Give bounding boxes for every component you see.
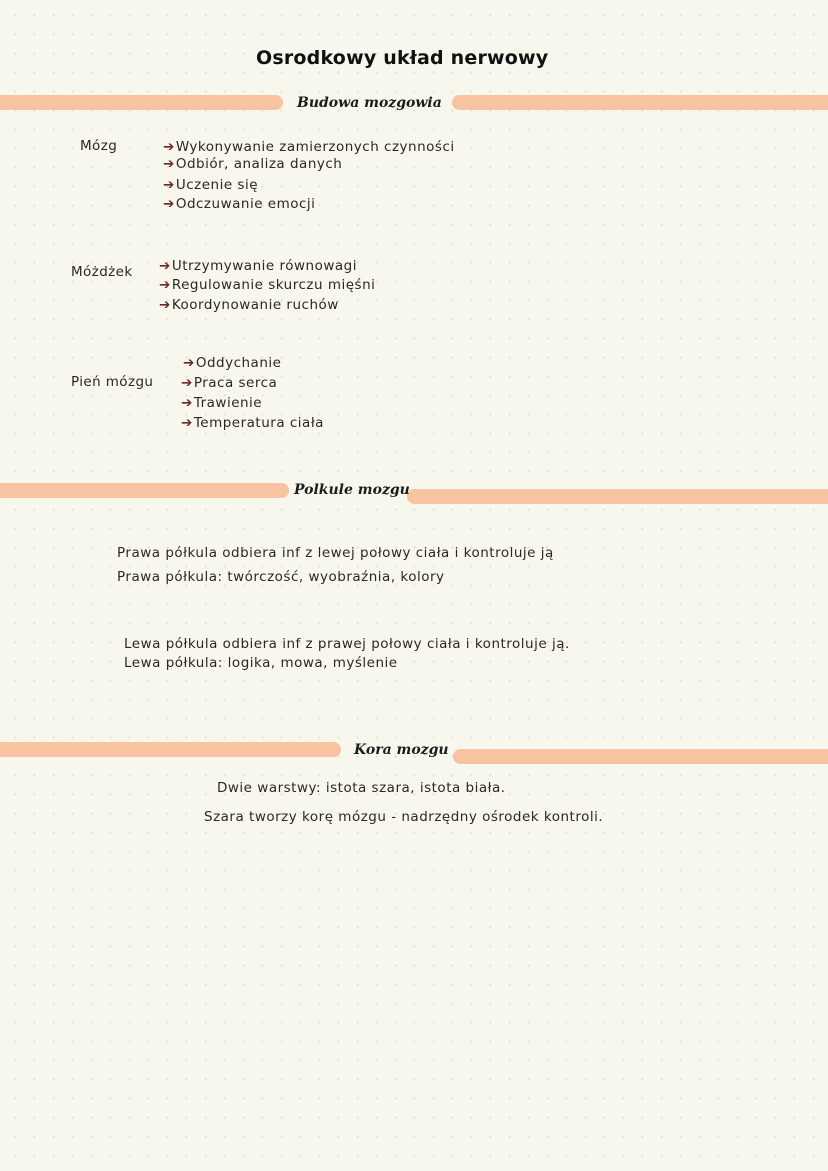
text-line: Prawa półkula odbiera inf z lewej połowy ciała i kontroluje ją bbox=[117, 545, 554, 561]
section-heading-kora: Kora mozgu bbox=[354, 742, 449, 758]
list-item: ➔Wykonywanie zamierzonych czynności bbox=[163, 139, 455, 155]
text-line: Prawa półkula: twórczość, wyobraźnia, kolory bbox=[117, 569, 445, 585]
arrow-right-icon: ➔ bbox=[163, 139, 175, 155]
section-heading-polkule: Polkule mozgu bbox=[294, 482, 410, 498]
heading-band-right bbox=[452, 95, 828, 110]
label-mozdzek: Móżdżek bbox=[71, 264, 133, 280]
page-title: Osrodkowy układ nerwowy bbox=[256, 47, 549, 69]
list-item: ➔Odczuwanie emocji bbox=[163, 196, 316, 212]
list-item: ➔Trawienie bbox=[181, 395, 263, 411]
heading-band-right bbox=[453, 749, 828, 764]
heading-band-right bbox=[407, 489, 828, 504]
text-line: Szara tworzy korę mózgu - nadrzędny ośrodek kontroli. bbox=[204, 809, 604, 825]
arrow-right-icon: ➔ bbox=[159, 277, 171, 293]
label-mozg: Mózg bbox=[80, 138, 118, 154]
list-item: ➔Uczenie się bbox=[163, 177, 259, 193]
arrow-right-icon: ➔ bbox=[163, 156, 175, 172]
text-line: Lewa półkula odbiera inf z prawej połowy ciała i kontroluje ją. bbox=[124, 636, 570, 652]
heading-band-left bbox=[0, 483, 289, 498]
arrow-right-icon: ➔ bbox=[181, 415, 193, 431]
arrow-right-icon: ➔ bbox=[159, 258, 171, 274]
list-item: ➔Temperatura ciała bbox=[181, 415, 324, 431]
arrow-right-icon: ➔ bbox=[181, 395, 193, 411]
text-line: Dwie warstwy: istota szara, istota biała. bbox=[217, 780, 506, 796]
list-item: ➔Koordynowanie ruchów bbox=[159, 297, 339, 313]
arrow-right-icon: ➔ bbox=[183, 355, 195, 371]
heading-band-left bbox=[0, 742, 341, 757]
arrow-right-icon: ➔ bbox=[163, 177, 175, 193]
arrow-right-icon: ➔ bbox=[181, 375, 193, 391]
list-item: ➔Odbiór, analiza danych bbox=[163, 156, 343, 172]
text-line: Lewa półkula: logika, mowa, myślenie bbox=[124, 655, 398, 671]
list-item: ➔Praca serca bbox=[181, 375, 278, 391]
list-item: ➔Utrzymywanie równowagi bbox=[159, 258, 357, 274]
section-heading-budowa: Budowa mozgowia bbox=[297, 95, 442, 111]
label-pien-mozgu: Pień mózgu bbox=[71, 374, 154, 390]
arrow-right-icon: ➔ bbox=[159, 297, 171, 313]
list-item: ➔Regulowanie skurczu mięśni bbox=[159, 277, 376, 293]
heading-band-left bbox=[0, 95, 283, 110]
arrow-right-icon: ➔ bbox=[163, 196, 175, 212]
list-item: ➔Oddychanie bbox=[183, 355, 282, 371]
